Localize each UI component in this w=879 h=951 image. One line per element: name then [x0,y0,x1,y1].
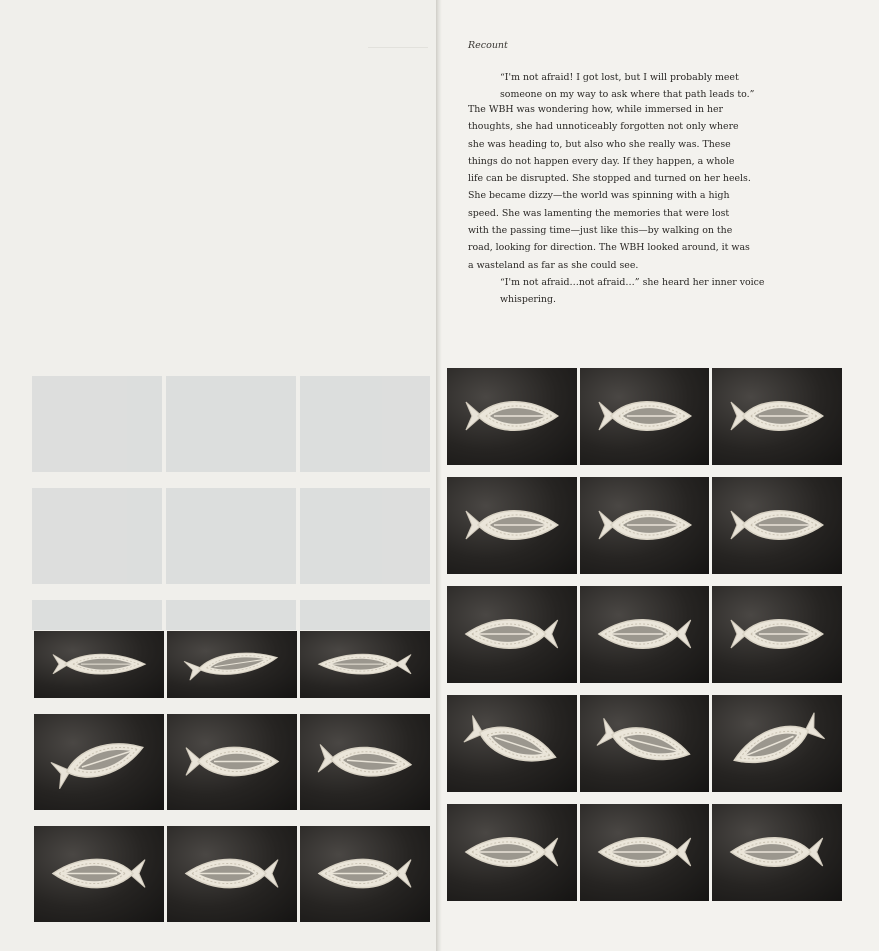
left-photo-grid [34,631,430,922]
paragraph-text: The WBH was wondering how, while immersed in her thoughts, she had unnoticeably forgotten not only where she was heading to, but also who she really was. These things do not happen every day. If they happen, a whole life can be disrupted. She stopped and turned on her heels. She became dizzy—the world was spinning with a high speed. She was lamenting the memories that were lost with the passing time—just like this—by walking on the road, looking for direction. The WBH looked around, it was a wasteland as far as she could see. [468,104,751,271]
crochet-fish-icon [447,695,577,792]
faded-photo-row [32,488,432,598]
fish-photo-r3 [712,368,842,465]
fish-photo-l2 [167,631,297,698]
fish-photo-r2 [580,368,710,465]
fish-photo-r4 [447,477,577,574]
crochet-fish-icon [300,714,430,810]
fish-photo-r1 [447,368,577,465]
fish-photo-r12 [712,695,842,792]
crochet-fish-icon [447,804,577,901]
body-paragraph [468,101,752,274]
fish-photo-l8 [167,826,297,922]
fish-photo-r8 [580,586,710,683]
show-through-text [258,40,428,63]
crochet-fish-icon [34,826,164,922]
fish-photo-r9 [712,586,842,683]
faded-photo-row [32,376,432,486]
opening-quote [500,69,780,104]
quote-text: “I'm not afraid! I got lost, but I will probably meet someone on my way to ask where that path leads to.” [500,72,755,101]
crochet-fish-icon [447,586,577,683]
crochet-fish-icon [447,368,577,465]
fish-photo-r15 [712,804,842,901]
fish-photo-l4 [34,714,164,810]
fish-photo-r14 [580,804,710,901]
crochet-fish-icon [580,804,710,901]
fish-photo-r5 [580,477,710,574]
crochet-fish-icon [167,826,297,922]
crochet-fish-icon [580,477,710,574]
crochet-fish-icon [580,586,710,683]
faded-photo-row [32,600,432,630]
crochet-fish-icon [34,714,164,810]
crochet-fish-icon [712,368,842,465]
crochet-fish-icon [300,631,430,698]
fish-photo-l7 [34,826,164,922]
crochet-fish-icon [447,477,577,574]
crochet-fish-icon [712,695,842,792]
crochet-fish-icon [580,695,710,792]
fish-photo-l5 [167,714,297,810]
crochet-fish-icon [712,586,842,683]
crochet-fish-icon [34,631,164,698]
fish-photo-l3 [300,631,430,698]
crochet-fish-icon [712,477,842,574]
fish-photo-r13 [447,804,577,901]
quote-text: “I'm not afraid…not afraid…” she heard her inner voice whispering. [500,277,765,306]
crochet-fish-icon [167,631,297,698]
fish-photo-l6 [300,714,430,810]
closing-quote [500,274,770,309]
crochet-fish-icon [712,804,842,901]
left-page [0,0,438,951]
fish-photo-r11 [580,695,710,792]
fish-photo-r7 [447,586,577,683]
right-photo-grid [447,368,842,901]
fish-photo-l1 [34,631,164,698]
crochet-fish-icon [580,368,710,465]
fish-photo-r10 [447,695,577,792]
fish-photo-l9 [300,826,430,922]
crochet-fish-icon [167,714,297,810]
right-page [442,0,879,951]
fish-photo-r6 [712,477,842,574]
section-label: Recount [468,40,508,51]
crochet-fish-icon [300,826,430,922]
